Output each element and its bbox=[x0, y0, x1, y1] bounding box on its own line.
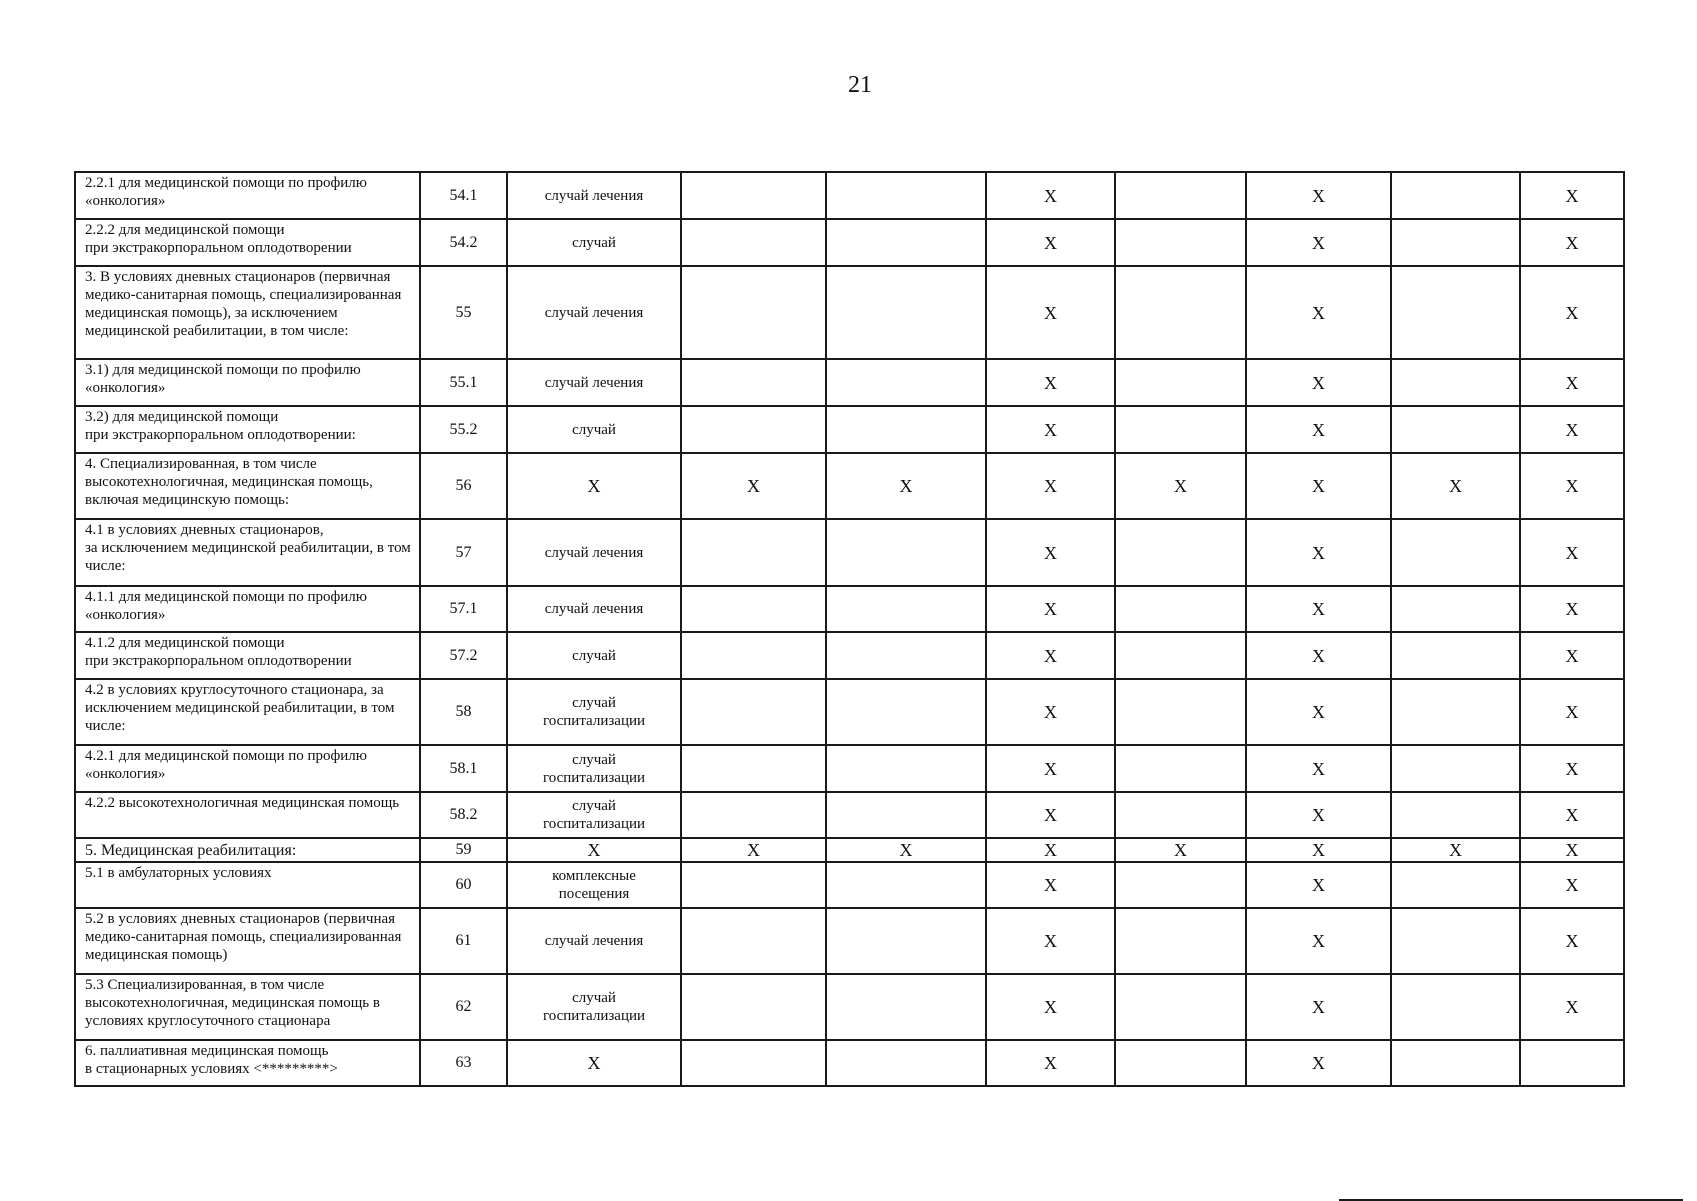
cell-col-8 bbox=[1391, 172, 1520, 219]
row-code: 62 bbox=[420, 974, 507, 1040]
cell-col-3 bbox=[681, 632, 826, 679]
cell-col-5: X bbox=[986, 266, 1115, 359]
row-code: 58.1 bbox=[420, 745, 507, 792]
cell-col-5: X bbox=[986, 1040, 1115, 1086]
cell-col-6 bbox=[1115, 792, 1246, 838]
row-code: 61 bbox=[420, 908, 507, 974]
cell-col-3 bbox=[681, 862, 826, 908]
cell-col-5: X bbox=[986, 453, 1115, 519]
cell-col-9: X bbox=[1520, 862, 1624, 908]
row-name: 3.2) для медицинской помощи при экстракорпоральном оплодотворении: bbox=[75, 406, 420, 453]
cell-col-7: X bbox=[1246, 586, 1391, 632]
row-unit: случай госпитализации bbox=[507, 974, 681, 1040]
cell-col-4 bbox=[826, 172, 986, 219]
cell-col-9: X bbox=[1520, 745, 1624, 792]
row-code: 55.1 bbox=[420, 359, 507, 406]
row-code: 55.2 bbox=[420, 406, 507, 453]
row-code: 57 bbox=[420, 519, 507, 586]
row-code: 58 bbox=[420, 679, 507, 745]
cell-col-7: X bbox=[1246, 974, 1391, 1040]
row-unit: случай госпитализации bbox=[507, 792, 681, 838]
row-name: 4.2 в условиях круглосуточного стационара, за исключением медицинской реабилитации, в том числе: bbox=[75, 679, 420, 745]
row-unit: случай bbox=[507, 219, 681, 266]
table-row bbox=[75, 838, 1624, 862]
cell-col-6 bbox=[1115, 632, 1246, 679]
cell-col-5: X bbox=[986, 974, 1115, 1040]
cell-col-7: X bbox=[1246, 453, 1391, 519]
cell-col-8 bbox=[1391, 359, 1520, 406]
cell-col-7: X bbox=[1246, 862, 1391, 908]
cell-col-7: X bbox=[1246, 838, 1391, 862]
table-row bbox=[75, 632, 1624, 679]
row-code: 59 bbox=[420, 838, 507, 862]
cell-col-4 bbox=[826, 792, 986, 838]
table-row bbox=[75, 172, 1624, 219]
cell-col-4 bbox=[826, 586, 986, 632]
cell-col-4 bbox=[826, 219, 986, 266]
cell-col-8 bbox=[1391, 632, 1520, 679]
cell-col-9: X bbox=[1520, 406, 1624, 453]
cell-col-4 bbox=[826, 679, 986, 745]
cell-col-8 bbox=[1391, 1040, 1520, 1086]
cell-col-3: X bbox=[681, 453, 826, 519]
cell-col-9: X bbox=[1520, 586, 1624, 632]
row-unit: X bbox=[507, 1040, 681, 1086]
cell-col-8 bbox=[1391, 586, 1520, 632]
table-row bbox=[75, 862, 1624, 908]
cell-col-9: X bbox=[1520, 838, 1624, 862]
cell-col-5: X bbox=[986, 586, 1115, 632]
row-name: 4.2.1 для медицинской помощи по профилю «онкология» bbox=[75, 745, 420, 792]
row-unit: случай лечения bbox=[507, 266, 681, 359]
cell-col-3 bbox=[681, 586, 826, 632]
row-code: 57.2 bbox=[420, 632, 507, 679]
cell-col-7: X bbox=[1246, 519, 1391, 586]
cell-col-9: X bbox=[1520, 679, 1624, 745]
cell-col-5: X bbox=[986, 862, 1115, 908]
row-code: 54.1 bbox=[420, 172, 507, 219]
table-row bbox=[75, 1040, 1624, 1086]
cell-col-7: X bbox=[1246, 1040, 1391, 1086]
cell-col-7: X bbox=[1246, 406, 1391, 453]
cell-col-4 bbox=[826, 519, 986, 586]
cell-col-9: X bbox=[1520, 453, 1624, 519]
cell-col-9: X bbox=[1520, 172, 1624, 219]
data-table bbox=[74, 171, 1625, 1087]
cell-col-6 bbox=[1115, 908, 1246, 974]
cell-col-6 bbox=[1115, 862, 1246, 908]
cell-col-9: X bbox=[1520, 266, 1624, 359]
cell-col-3 bbox=[681, 908, 826, 974]
row-name: 4.1.2 для медицинской помощи при экстракорпоральном оплодотворении bbox=[75, 632, 420, 679]
cell-col-9: X bbox=[1520, 632, 1624, 679]
cell-col-5: X bbox=[986, 679, 1115, 745]
table-row bbox=[75, 266, 1624, 359]
row-name: 2.2.1 для медицинской помощи по профилю «онкология» bbox=[75, 172, 420, 219]
cell-col-5: X bbox=[986, 359, 1115, 406]
cell-col-7: X bbox=[1246, 679, 1391, 745]
cell-col-7: X bbox=[1246, 266, 1391, 359]
cell-col-7: X bbox=[1246, 632, 1391, 679]
cell-col-8 bbox=[1391, 974, 1520, 1040]
cell-col-5: X bbox=[986, 632, 1115, 679]
cell-col-4 bbox=[826, 359, 986, 406]
table-row bbox=[75, 406, 1624, 453]
row-name: 4.1.1 для медицинской помощи по профилю «онкология» bbox=[75, 586, 420, 632]
page-number: 21 bbox=[848, 72, 872, 98]
cell-col-4 bbox=[826, 974, 986, 1040]
row-unit: случай лечения bbox=[507, 172, 681, 219]
cell-col-3 bbox=[681, 792, 826, 838]
row-code: 60 bbox=[420, 862, 507, 908]
row-unit: случай bbox=[507, 632, 681, 679]
cell-col-5: X bbox=[986, 519, 1115, 586]
row-unit: комплексные посещения bbox=[507, 862, 681, 908]
cell-col-3 bbox=[681, 519, 826, 586]
cell-col-8 bbox=[1391, 862, 1520, 908]
cell-col-9 bbox=[1520, 1040, 1624, 1086]
cell-col-5: X bbox=[986, 838, 1115, 862]
row-unit: случай лечения bbox=[507, 908, 681, 974]
row-unit: случай лечения bbox=[507, 586, 681, 632]
cell-col-8 bbox=[1391, 406, 1520, 453]
cell-col-4 bbox=[826, 632, 986, 679]
cell-col-8 bbox=[1391, 745, 1520, 792]
cell-col-5: X bbox=[986, 219, 1115, 266]
cell-col-3 bbox=[681, 219, 826, 266]
cell-col-4 bbox=[826, 1040, 986, 1086]
row-unit: случай госпитализации bbox=[507, 679, 681, 745]
cell-col-8 bbox=[1391, 219, 1520, 266]
cell-col-7: X bbox=[1246, 745, 1391, 792]
cell-col-4 bbox=[826, 862, 986, 908]
cell-col-3 bbox=[681, 406, 826, 453]
cell-col-4 bbox=[826, 908, 986, 974]
cell-col-6 bbox=[1115, 1040, 1246, 1086]
row-unit: X bbox=[507, 453, 681, 519]
cell-col-6 bbox=[1115, 219, 1246, 266]
row-name: 4.2.2 высокотехнологичная медицинская помощь bbox=[75, 792, 420, 838]
cell-col-6 bbox=[1115, 974, 1246, 1040]
cell-col-3 bbox=[681, 1040, 826, 1086]
cell-col-8: X bbox=[1391, 838, 1520, 862]
cell-col-8: X bbox=[1391, 453, 1520, 519]
cell-col-5: X bbox=[986, 792, 1115, 838]
cell-col-3 bbox=[681, 745, 826, 792]
row-unit: случай лечения bbox=[507, 359, 681, 406]
cell-col-6 bbox=[1115, 406, 1246, 453]
row-code: 58.2 bbox=[420, 792, 507, 838]
cell-col-9: X bbox=[1520, 974, 1624, 1040]
cell-col-6 bbox=[1115, 172, 1246, 219]
cell-col-7: X bbox=[1246, 219, 1391, 266]
row-name: 5. Медицинская реабилитация: bbox=[75, 838, 420, 862]
row-code: 54.2 bbox=[420, 219, 507, 266]
cell-col-6: X bbox=[1115, 838, 1246, 862]
cell-col-9: X bbox=[1520, 219, 1624, 266]
cell-col-5: X bbox=[986, 908, 1115, 974]
row-code: 57.1 bbox=[420, 586, 507, 632]
cell-col-8 bbox=[1391, 908, 1520, 974]
cell-col-3 bbox=[681, 974, 826, 1040]
cell-col-7: X bbox=[1246, 908, 1391, 974]
cell-col-4: X bbox=[826, 838, 986, 862]
row-name: 4.1 в условиях дневных стационаров, за исключением медицинской реабилитации, в том числе: bbox=[75, 519, 420, 586]
cell-col-8 bbox=[1391, 519, 1520, 586]
row-name: 3. В условиях дневных стационаров (первичная медико-санитарная помощь, специализированная медицинская помощь), за исключением медицинской реабилитации, в том числе: bbox=[75, 266, 420, 359]
cell-col-3 bbox=[681, 679, 826, 745]
cell-col-9: X bbox=[1520, 519, 1624, 586]
cell-col-4 bbox=[826, 745, 986, 792]
row-unit: X bbox=[507, 838, 681, 862]
table-row bbox=[75, 908, 1624, 974]
cell-col-4 bbox=[826, 406, 986, 453]
table-row bbox=[75, 359, 1624, 406]
row-name: 5.2 в условиях дневных стационаров (первичная медико-санитарная помощь, специализированная медицинская помощь) bbox=[75, 908, 420, 974]
table-row bbox=[75, 792, 1624, 838]
row-code: 56 bbox=[420, 453, 507, 519]
row-name: 3.1) для медицинской помощи по профилю «онкология» bbox=[75, 359, 420, 406]
cell-col-5: X bbox=[986, 406, 1115, 453]
cell-col-3 bbox=[681, 266, 826, 359]
cell-col-3 bbox=[681, 172, 826, 219]
row-code: 55 bbox=[420, 266, 507, 359]
cell-col-6 bbox=[1115, 586, 1246, 632]
table-row bbox=[75, 974, 1624, 1040]
cell-col-6: X bbox=[1115, 453, 1246, 519]
cell-col-9: X bbox=[1520, 792, 1624, 838]
cell-col-9: X bbox=[1520, 359, 1624, 406]
cell-col-8 bbox=[1391, 266, 1520, 359]
cell-col-7: X bbox=[1246, 792, 1391, 838]
cell-col-5: X bbox=[986, 172, 1115, 219]
cell-col-3: X bbox=[681, 838, 826, 862]
table-row bbox=[75, 453, 1624, 519]
table-row bbox=[75, 219, 1624, 266]
cell-col-6 bbox=[1115, 745, 1246, 792]
cell-col-4: X bbox=[826, 453, 986, 519]
row-name: 2.2.2 для медицинской помощи при экстракорпоральном оплодотворении bbox=[75, 219, 420, 266]
row-unit: случай госпитализации bbox=[507, 745, 681, 792]
cell-col-7: X bbox=[1246, 172, 1391, 219]
row-name: 5.3 Специализированная, в том числе высокотехнологичная, медицинская помощь в условиях круглосуточного стационара bbox=[75, 974, 420, 1040]
row-name: 5.1 в амбулаторных условиях bbox=[75, 862, 420, 908]
cell-col-6 bbox=[1115, 519, 1246, 586]
row-unit: случай лечения bbox=[507, 519, 681, 586]
table-row bbox=[75, 586, 1624, 632]
cell-col-9: X bbox=[1520, 908, 1624, 974]
cell-col-6 bbox=[1115, 359, 1246, 406]
row-name: 4. Специализированная, в том числе высокотехнологичная, медицинская помощь, включая медицинскую помощь: bbox=[75, 453, 420, 519]
row-name: 6. паллиативная медицинская помощь в стационарных условиях <*********> bbox=[75, 1040, 420, 1086]
row-code: 63 bbox=[420, 1040, 507, 1086]
cell-col-6 bbox=[1115, 679, 1246, 745]
cell-col-3 bbox=[681, 359, 826, 406]
cell-col-8 bbox=[1391, 792, 1520, 838]
cell-col-4 bbox=[826, 266, 986, 359]
cell-col-7: X bbox=[1246, 359, 1391, 406]
row-unit: случай bbox=[507, 406, 681, 453]
table-row bbox=[75, 745, 1624, 792]
cell-col-6 bbox=[1115, 266, 1246, 359]
table-row bbox=[75, 679, 1624, 745]
cell-col-8 bbox=[1391, 679, 1520, 745]
cell-col-5: X bbox=[986, 745, 1115, 792]
table-row bbox=[75, 519, 1624, 586]
